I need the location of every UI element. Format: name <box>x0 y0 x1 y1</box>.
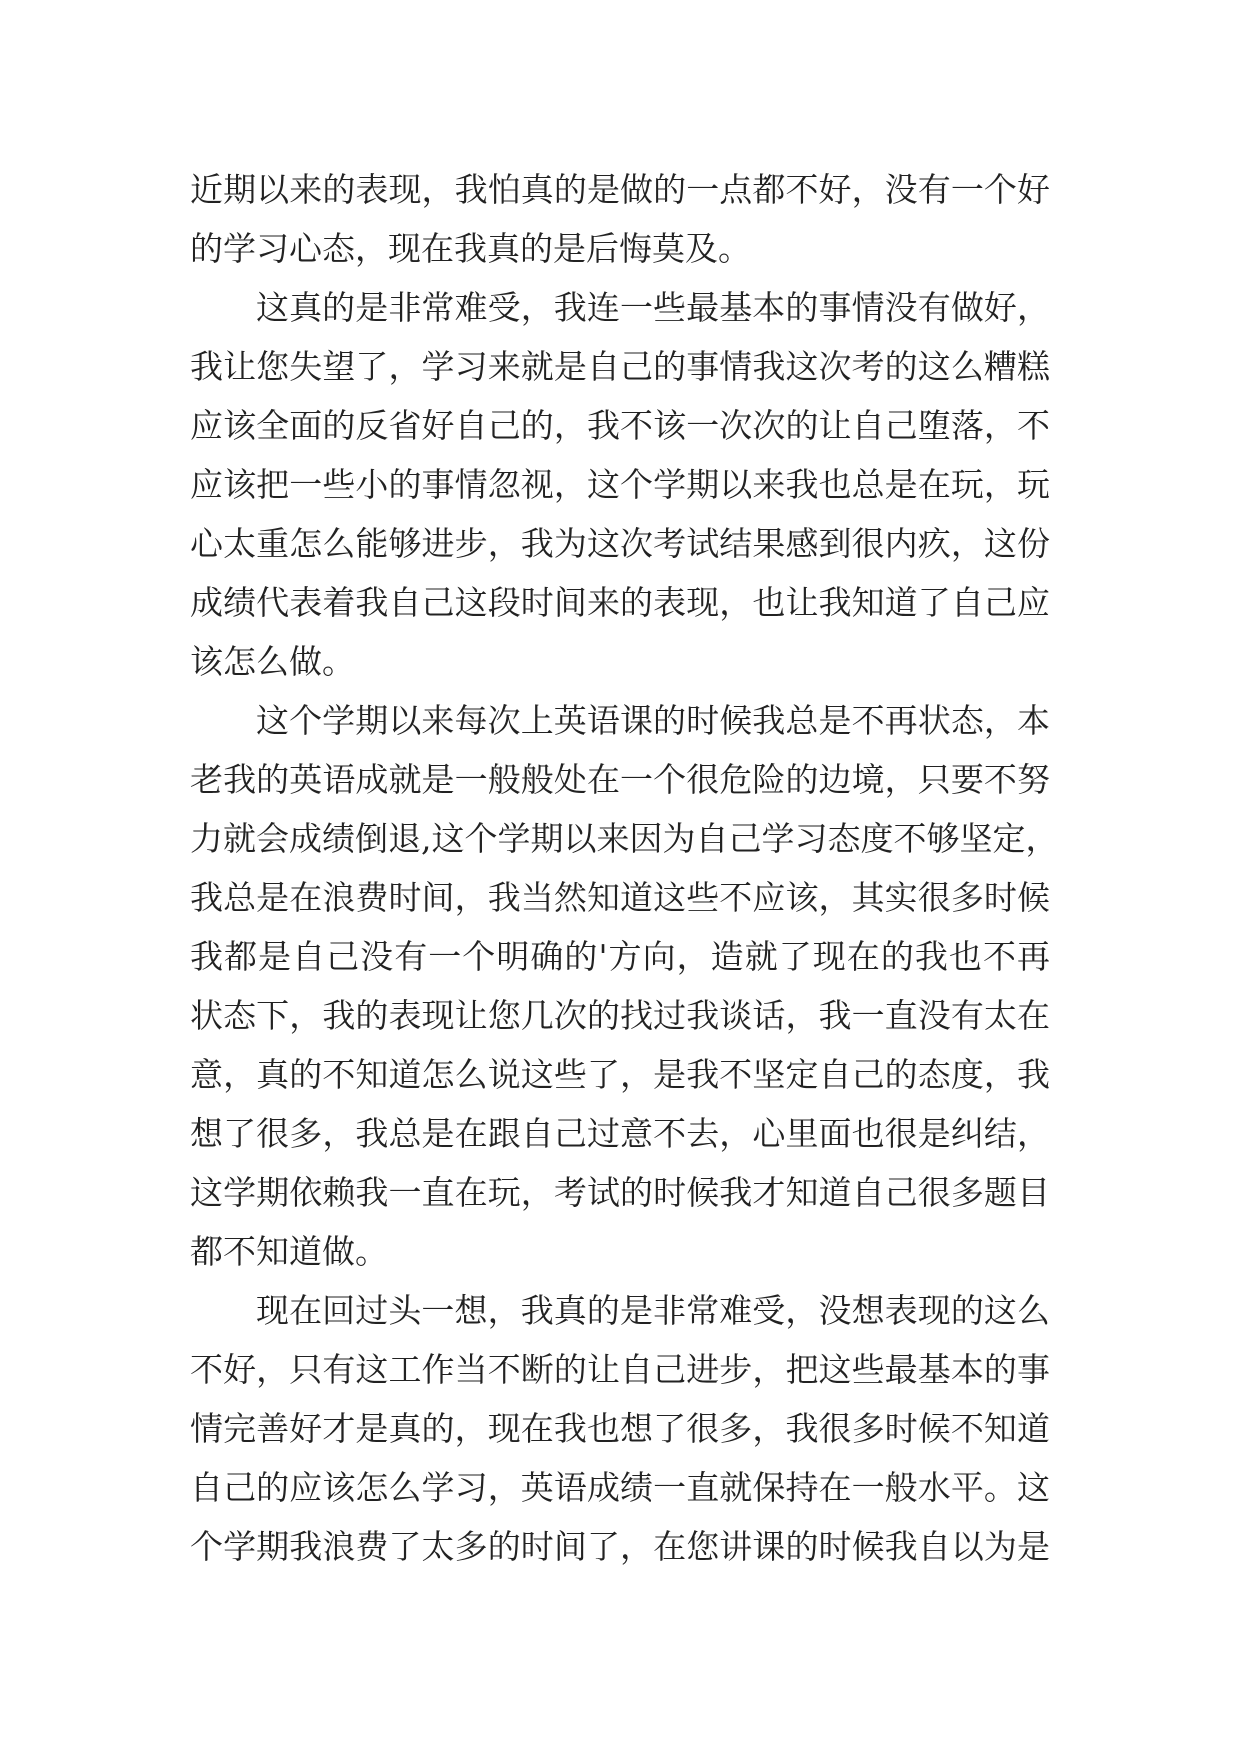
text-line: 现在回过头一想，我真的是非常难受，没想表现的这么 <box>256 1291 1050 1330</box>
text-line: 我总是在浪费时间，我当然知道这些不应该，其实很多时候 <box>190 878 1050 917</box>
text-line: 这学期依赖我一直在玩，考试的时候我才知道自己很多题目 <box>190 1173 1050 1212</box>
paragraph-2 <box>190 278 1050 691</box>
text-line: 老我的英语成就是一般般处在一个很危险的边境，只要不努 <box>190 760 1050 799</box>
text-line: 自己的应该怎么学习，英语成绩一直就保持在一般水平。这 <box>190 1468 1050 1507</box>
text-line: 情完善好才是真的，现在我也想了很多，我很多时候不知道 <box>190 1409 1050 1448</box>
text-line: 应该把一些小的事情忽视，这个学期以来我也总是在玩，玩 <box>190 465 1050 504</box>
text-line: 心太重怎么能够进步，我为这次考试结果感到很内疚，这份 <box>190 524 1050 563</box>
text-line: 这真的是非常难受，我连一些最基本的事情没有做好， <box>256 288 1050 327</box>
text-line: 想了很多，我总是在跟自己过意不去，心里面也很是纠结， <box>190 1114 1050 1153</box>
text-line: 我都是自己没有一个明确的'方向，造就了现在的我也不再 <box>190 937 1050 976</box>
text-line: 我让您失望了，学习来就是自己的事情我这次考的这么糟糕 <box>190 347 1050 386</box>
text-line: 近期以来的表现，我怕真的是做的一点都不好，没有一个好 <box>190 170 1050 209</box>
text-line: 都不知道做。 <box>190 1232 388 1271</box>
text-line: 这个学期以来每次上英语课的时候我总是不再状态，本 <box>256 701 1050 740</box>
text-line: 状态下，我的表现让您几次的找过我谈话，我一直没有太在 <box>190 996 1050 1035</box>
text-line: 力就会成绩倒退,这个学期以来因为自己学习态度不够坚定， <box>190 819 1059 858</box>
text-line: 个学期我浪费了太多的时间了，在您讲课的时候我自以为是 <box>190 1527 1050 1566</box>
text-line: 意，真的不知道怎么说这些了，是我不坚定自己的态度，我 <box>190 1055 1050 1094</box>
text-line: 应该全面的反省好自己的，我不该一次次的让自己堕落，不 <box>190 406 1050 445</box>
paragraph-3 <box>190 691 1059 1281</box>
text-line: 成绩代表着我自己这段时间来的表现，也让我知道了自己应 <box>190 583 1050 622</box>
document-body <box>190 160 1059 1576</box>
paragraph-1 <box>190 160 1050 278</box>
text-line: 不好，只有这工作当不断的让自己进步，把这些最基本的事 <box>190 1350 1050 1389</box>
text-line: 的学习心态，现在我真的是后悔莫及。 <box>190 229 751 268</box>
text-line: 该怎么做。 <box>190 642 355 681</box>
paragraph-4 <box>190 1281 1050 1576</box>
